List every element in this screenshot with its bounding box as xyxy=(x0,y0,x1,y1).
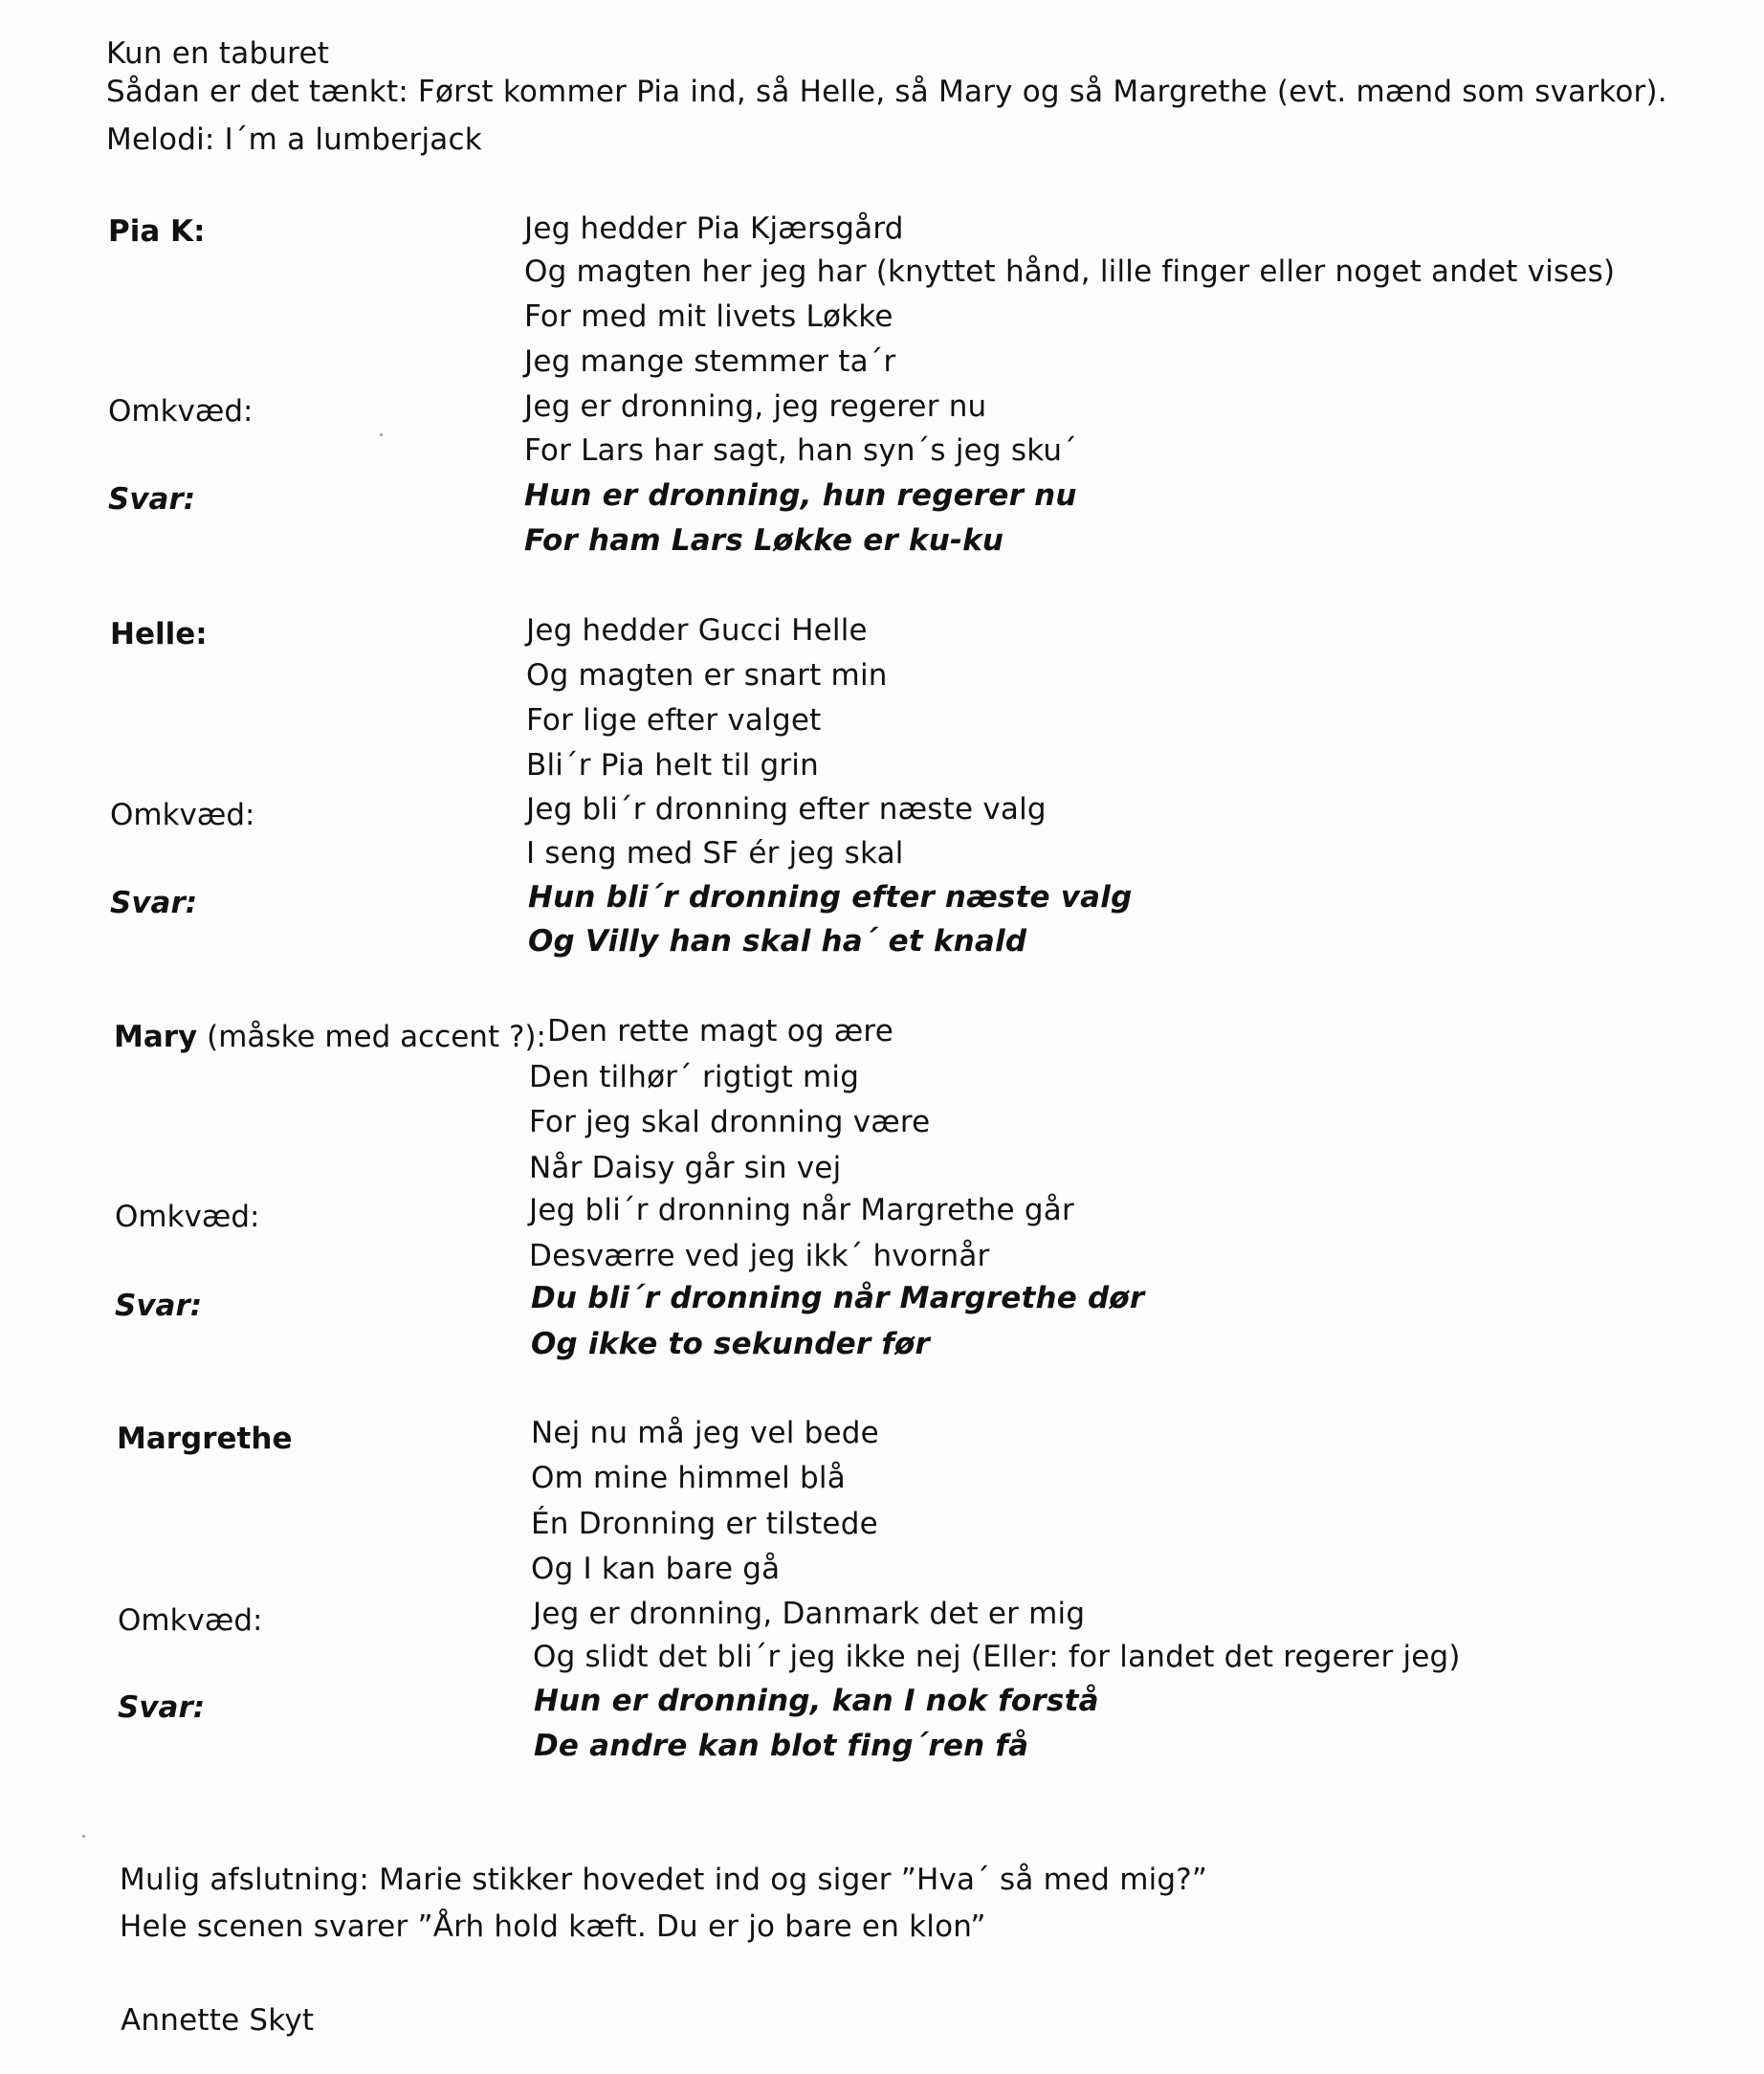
verse-line: Og magten her jeg har (knyttet hånd, lille finger eller noget andet vises) xyxy=(524,254,1616,289)
verse-line: Jeg hedder Pia Kjærsgård xyxy=(524,211,904,246)
speaker-pia: Pia K: xyxy=(108,214,206,249)
speaker-mary-block xyxy=(114,1018,546,1056)
verse-line: For med mit livets Løkke xyxy=(524,299,893,334)
refrain-label: Omkvæd: xyxy=(108,394,254,429)
verse-line: Den rette magt og ære xyxy=(547,1014,893,1048)
answer-label: Svar: xyxy=(118,1690,206,1725)
answer-label: Svar: xyxy=(115,1289,203,1323)
verse-line: Bli´r Pia helt til grin xyxy=(526,748,819,783)
refrain-label: Omkvæd: xyxy=(110,798,255,832)
ending-line: Hele scenen svarer ”Årh hold kæft. Du er jo bare en klon” xyxy=(120,1909,986,1944)
verse-line: Og magten er snart min xyxy=(526,658,888,693)
answer-line: De andre kan blot fing´ren få xyxy=(534,1729,1029,1763)
verse-line: Nej nu må jeg vel bede xyxy=(531,1416,879,1450)
refrain-line: For Lars har sagt, han syn´s jeg sku´ xyxy=(524,433,1077,468)
speaker-helle: Helle: xyxy=(110,617,208,651)
answer-line: Hun er dronning, kan I nok forstå xyxy=(534,1684,1099,1718)
answer-line: Og ikke to sekunder før xyxy=(531,1327,931,1361)
verse-line: Jeg mange stemmer ta´r xyxy=(524,344,896,379)
refrain-line: Desværre ved jeg ikk´ hvornår xyxy=(529,1239,990,1273)
verse-line: Om mine himmel blå xyxy=(531,1461,846,1495)
verse-line: Når Daisy går sin vej xyxy=(529,1151,842,1185)
scan-speck xyxy=(82,1835,85,1838)
answer-line: For ham Lars Løkke er ku-ku xyxy=(524,523,1004,558)
song-description: Sådan er det tænkt: Først kommer Pia ind, så Helle, så Mary og så Margrethe (evt. mænd som svarkor). xyxy=(106,75,1667,109)
refrain-label: Omkvæd: xyxy=(118,1603,263,1638)
author-signature: Annette Skyt xyxy=(121,2003,315,2038)
verse-line: Og I kan bare gå xyxy=(531,1552,781,1586)
refrain-line: I seng med SF ér jeg skal xyxy=(526,836,904,871)
speaker-margrethe: Margrethe xyxy=(117,1422,293,1456)
song-melody: Melodi: I´m a lumberjack xyxy=(106,122,482,157)
verse-line: Den tilhør´ rigtigt mig xyxy=(529,1060,860,1094)
refrain-line: Jeg er dronning, Danmark det er mig xyxy=(533,1597,1086,1631)
answer-line: Du bli´r dronning når Margrethe dør xyxy=(531,1281,1145,1315)
refrain-line: Jeg bli´r dronning når Margrethe går xyxy=(529,1193,1074,1227)
song-title: Kun en taburet xyxy=(106,36,330,71)
scan-speck xyxy=(380,433,383,436)
verse-line: For jeg skal dronning være xyxy=(529,1105,931,1139)
refrain-line: Jeg bli´r dronning efter næste valg xyxy=(526,792,1047,827)
answer-label: Svar: xyxy=(110,886,198,920)
ending-line: Mulig afslutning: Marie stikker hovedet ind og siger ”Hva´ så med mig?” xyxy=(120,1863,1208,1897)
verse-line: For lige efter valget xyxy=(526,703,822,738)
speaker-mary: Mary xyxy=(114,1020,198,1054)
speaker-note: (måske med accent ?): xyxy=(207,1020,546,1054)
answer-line: Og Villy han skal ha´ et knald xyxy=(528,924,1027,959)
refrain-line: Og slidt det bli´r jeg ikke nej (Eller: for landet det regerer jeg) xyxy=(533,1640,1461,1674)
refrain-label: Omkvæd: xyxy=(115,1200,260,1234)
verse-line: Én Dronning er tilstede xyxy=(531,1507,878,1541)
answer-line: Hun er dronning, hun regerer nu xyxy=(524,478,1077,513)
answer-line: Hun bli´r dronning efter næste valg xyxy=(528,880,1133,915)
answer-label: Svar: xyxy=(108,482,196,517)
refrain-line: Jeg er dronning, jeg regerer nu xyxy=(524,389,987,424)
verse-line: Jeg hedder Gucci Helle xyxy=(526,613,868,648)
